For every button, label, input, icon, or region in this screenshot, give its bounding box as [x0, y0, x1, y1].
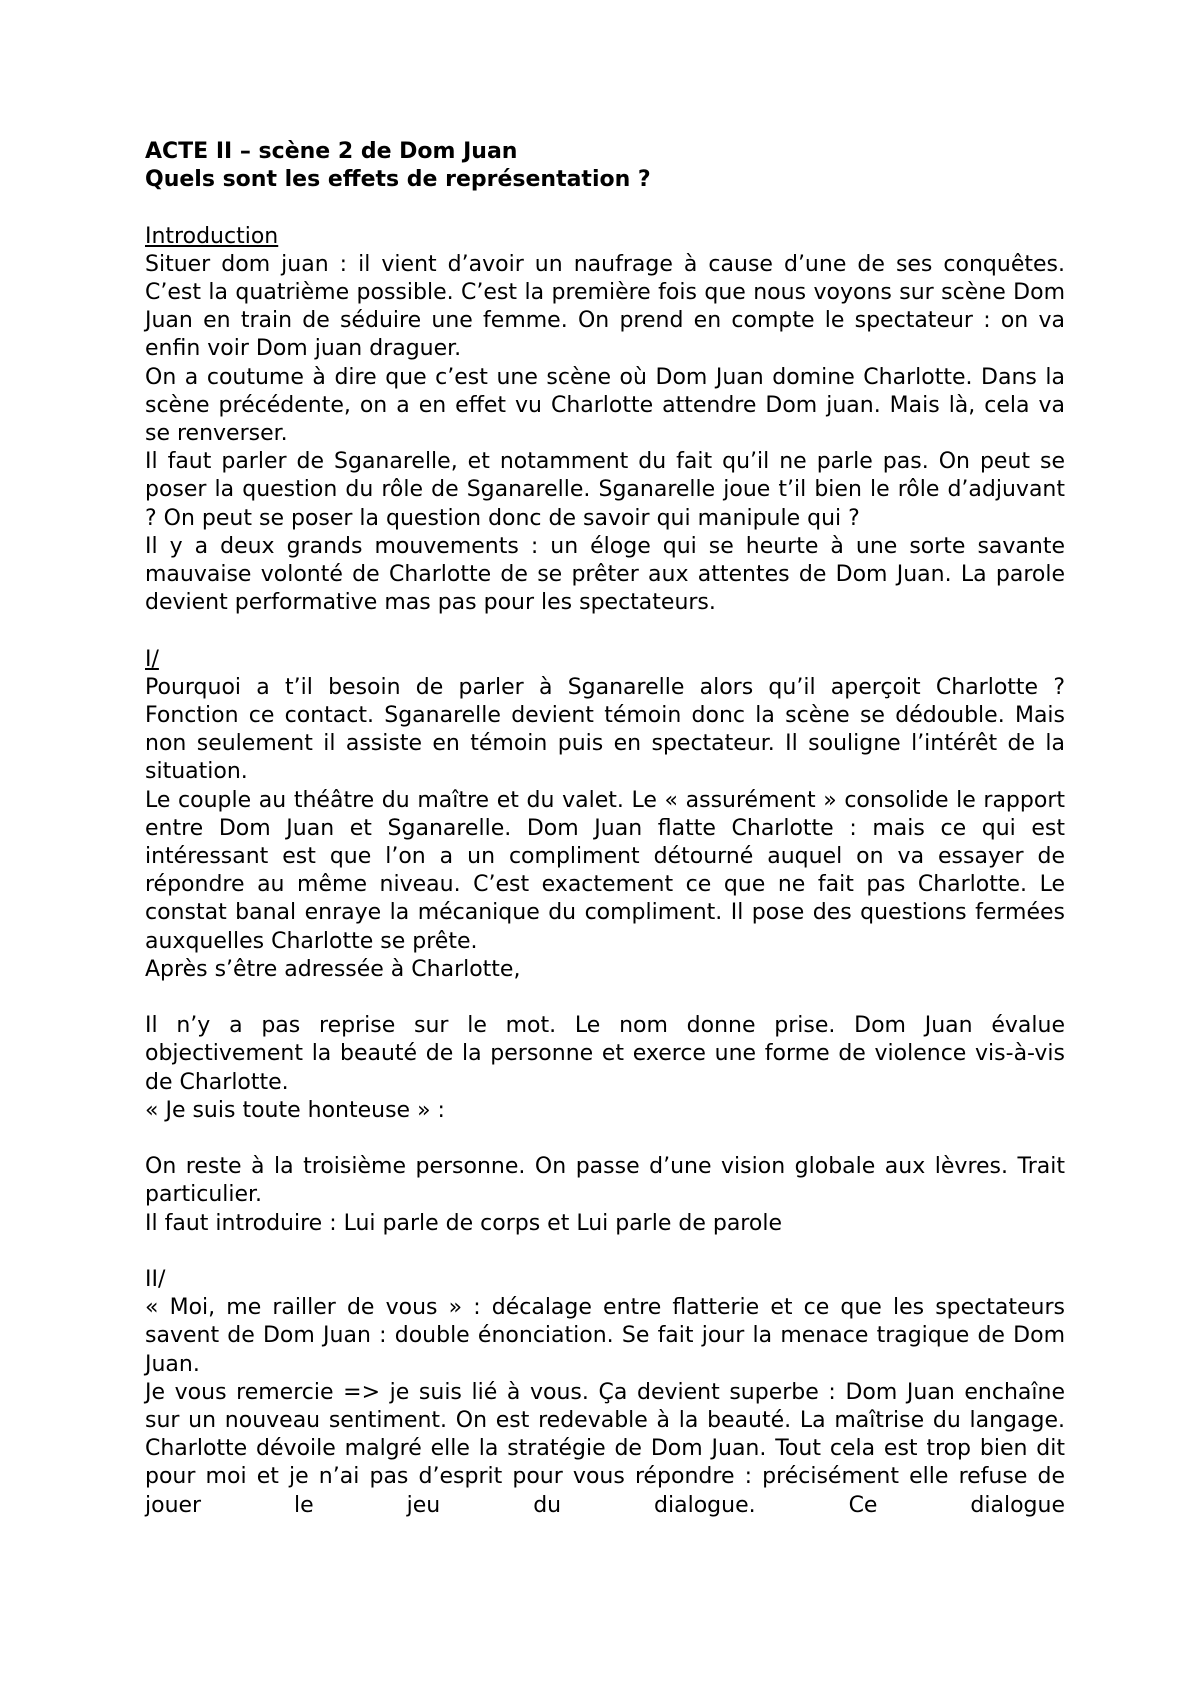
- part1-paragraph-2: Le couple au théâtre du maître et du valet. Le « assurément » consolide le rapport entre Dom Juan et Sganarelle. Dom Juan flatte Charlotte : mais ce qui est intéressant est que l’on a un compliment détourné auquel on va essayer de répondre au même niveau. C’est exactement ce que ne fait pas Charlotte. Le constat banal enraye la mécanique du compliment. Il pose des questions fermées auxquelles Charlotte se prête.: [145, 787, 1065, 954]
- document-title: ACTE II – scène 2 de Dom Juan: [145, 139, 518, 164]
- intro-paragraph-1: Situer dom juan : il vient d’avoir un naufrage à cause d’une de ses conquêtes. C’est la quatrième possible. C’est la première fois que nous voyons sur scène Dom Juan en train de séduire une femme. On prend en compte le spectateur : on va enfin voir Dom juan draguer.: [145, 251, 1065, 362]
- spacer: [145, 194, 1065, 222]
- intro-paragraph-4: Il y a deux grands mouvements : un éloge qui se heurte à une sorte savante mauvaise volonté de Charlotte de se prêter aux attentes de Dom Juan. La parole devient performative mas pas pour les spectateurs.: [145, 533, 1065, 616]
- part1-paragraph-4: Il n’y a pas reprise sur le mot. Le nom donne prise. Dom Juan évalue objectivement la beauté de la personne et exerce une forme de violence vis-à-vis de Charlotte.: [145, 1013, 1065, 1095]
- part2-paragraph-1: « Moi, me railler de vous » : décalage entre flatterie et ce que les spectateurs savent de Dom Juan : double énonciation. Se fait jour la menace tragique de Dom Juan.: [145, 1295, 1065, 1377]
- intro-heading: Introduction: [145, 223, 279, 249]
- document-page: [145, 138, 1065, 1520]
- part1-paragraph-3: Après s’être adressée à Charlotte,: [145, 956, 521, 982]
- part1-paragraph-1: Pourquoi a t’il besoin de parler à Sganarelle alors qu’il aperçoit Charlotte ? Fonction ce contact. Sganarelle devient témoin donc la scène se dédouble. Mais non seulement il assiste en témoin puis en spectateur. Il souligne l’intérêt de la situation.: [145, 674, 1065, 785]
- part1-paragraph-7: Il faut introduire : Lui parle de corps et Lui parle de parole: [145, 1210, 782, 1236]
- part1-heading: I/: [145, 646, 159, 672]
- intro-paragraph-2: On a coutume à dire que c’est une scène où Dom Juan domine Charlotte. Dans la scène précédente, on a en effet vu Charlotte attendre Dom juan. Mais là, cela va se renverser.: [145, 364, 1065, 447]
- part2-heading: II/: [145, 1267, 166, 1293]
- part1-paragraph-6: On reste à la troisième personne. On passe d’une vision globale aux lèvres. Trait particulier.: [145, 1154, 1065, 1208]
- spacer: [145, 1125, 1065, 1153]
- spacer: [145, 984, 1065, 1012]
- spacer: [145, 617, 1065, 645]
- document-subtitle: Quels sont les effets de représentation ?: [145, 167, 651, 193]
- part2-paragraph-2: Je vous remercie => je suis lié à vous. Ça devient superbe : Dom Juan enchaîne sur un nouveau sentiment. On est redevable à la beauté. La maîtrise du langage. Charlotte dévoile malgré elle la stratégie de Dom Juan. Tout cela est trop bien dit pour moi et je n’ai pas d’esprit pour vous répondre : précisément elle refuse de jouer le jeu du dialogue. Ce dialogue: [145, 1379, 1065, 1518]
- part1-paragraph-5: « Je suis toute honteuse » :: [145, 1097, 445, 1123]
- spacer: [145, 1238, 1065, 1266]
- intro-paragraph-3: Il faut parler de Sganarelle, et notamment du fait qu’il ne parle pas. On peut se poser la question du rôle de Sganarelle. Sganarelle joue t’il bien le rôle d’adjuvant ? On peut se poser la question donc de savoir qui manipule qui ?: [145, 449, 1065, 531]
